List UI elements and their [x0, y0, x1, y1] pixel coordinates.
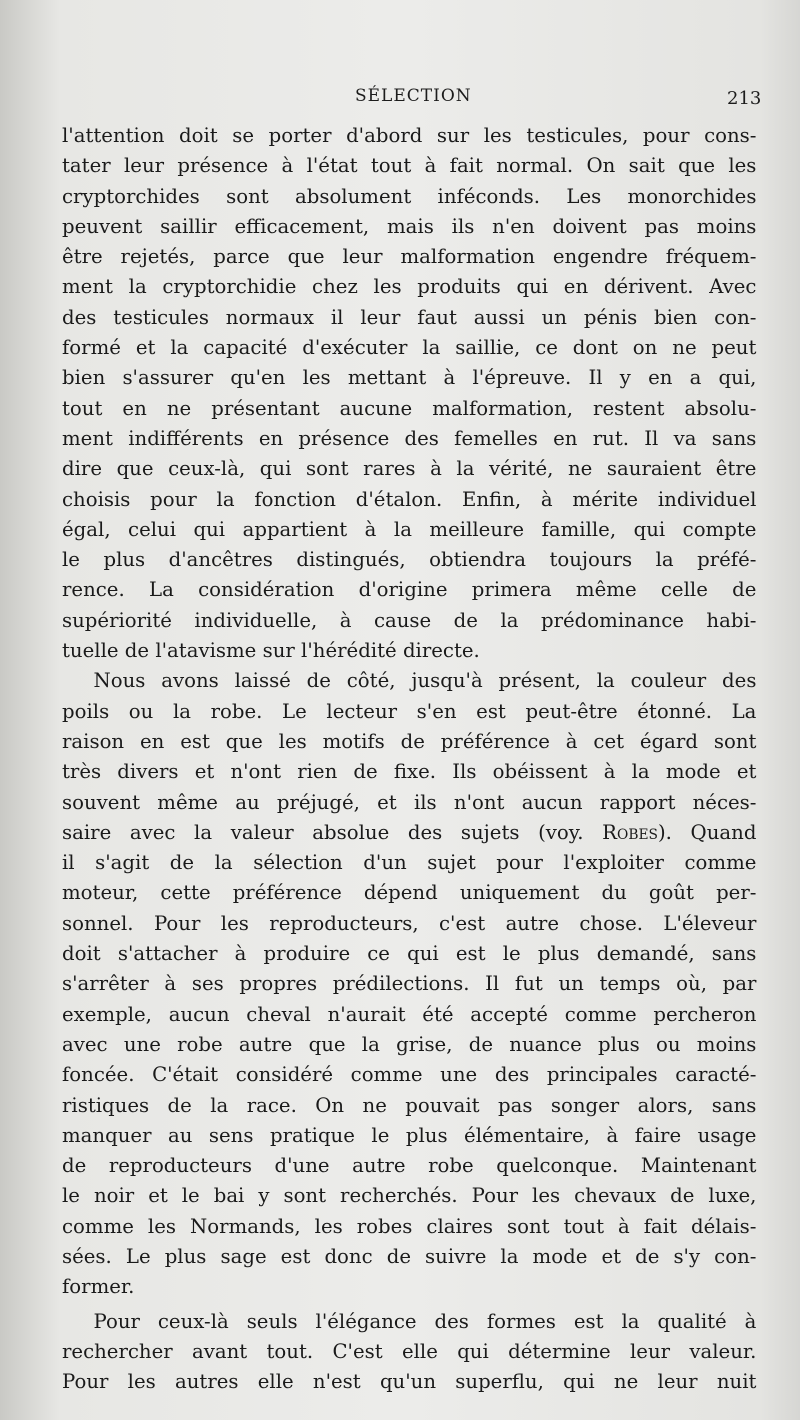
text-line: sonnel. Pour les reproducteurs, c'est autre chose. L'éleveur: [62, 910, 757, 935]
text-line: avec une robe autre que la grise, de nuance plus ou moins: [62, 1031, 757, 1056]
text-fragment: ). Quand: [657, 819, 757, 844]
text-line: très divers et n'ont rien de fixe. Ils obéissent à la mode et: [62, 759, 757, 784]
page-header: [0, 86, 800, 116]
text-line: cryptorchides sont absolument inféconds. Les monorchides: [62, 183, 757, 208]
text-line: être rejetés, parce que leur malformation engendre fréquem-: [62, 244, 757, 269]
text-line: ment indifférents en présence des femelles en rut. Il va sans: [62, 425, 757, 450]
cross-reference: Robes: [602, 819, 658, 844]
text-line: le plus d'ancêtres distingués, obtiendra toujours la préfé-: [62, 547, 757, 572]
text-line: le noir et le bai y sont recherchés. Pour les chevaux de luxe,: [62, 1183, 757, 1208]
text-line: comme les Normands, les robes claires sont tout à fait délais-: [62, 1213, 757, 1238]
text-line: tout en ne présentant aucune malformation, restent absolu-: [62, 395, 757, 420]
text-line: des testicules normaux il leur faut aussi un pénis bien con-: [62, 304, 757, 329]
text-line: de reproducteurs d'une autre robe quelconque. Maintenant: [62, 1153, 757, 1178]
text-line: tater leur présence à l'état tout à fait normal. On sait que les: [62, 153, 757, 178]
text-line: souvent même au préjugé, et ils n'ont aucun rapport néces-: [62, 789, 757, 814]
text-line: doit s'attacher à produire ce qui est le plus demandé, sans: [62, 941, 757, 966]
text-line: dire que ceux-là, qui sont rares à la vérité, ne sauraient être: [62, 456, 757, 481]
text-line: foncée. C'était considéré comme une des principales caracté-: [62, 1062, 757, 1087]
paragraph-start-line: Nous avons laissé de côté, jusqu'à présent, la couleur des: [93, 668, 757, 693]
text-line: ment la cryptorchidie chez les produits qui en dérivent. Avec: [62, 274, 757, 299]
text-line: raison en est que les motifs de préférence à cet égard sont: [62, 728, 757, 753]
text-line: rechercher avant tout. C'est elle qui détermine leur valeur.: [62, 1338, 757, 1363]
text-line-with-cross-reference: [62, 817, 756, 847]
text-line: il s'agit de la sélection d'un sujet pour l'exploiter comme: [62, 850, 757, 875]
page-number: 213: [727, 88, 762, 109]
text-line: ristiques de la race. On ne pouvait pas songer alors, sans: [62, 1092, 757, 1117]
body-text: [62, 120, 767, 1396]
text-line: bien s'assurer qu'en les mettant à l'épreuve. Il y en a qui,: [62, 365, 757, 390]
text-line: choisis pour la fonction d'étalon. Enfin, à mérite individuel: [62, 486, 757, 511]
text-fragment: saire avec la valeur absolue des sujets (voy.: [62, 819, 603, 844]
paragraph-end-line: former.: [62, 1274, 135, 1299]
paragraph-start-line: Pour ceux-là seuls l'élégance des formes est la qualité à: [93, 1308, 757, 1333]
text-line: Pour les autres elle n'est qu'un superflu, qui ne leur nuit: [62, 1369, 757, 1394]
text-line: rence. La considération d'origine primera même celle de: [62, 577, 757, 602]
text-line: moteur, cette préférence dépend uniquement du goût per-: [62, 880, 757, 905]
text-line: formé et la capacité d'exécuter la saillie, ce dont on ne peut: [62, 335, 757, 360]
text-line: sées. Le plus sage est donc de suivre la mode et de s'y con-: [62, 1243, 757, 1268]
text-line: égal, celui qui appartient à la meilleure famille, qui compte: [62, 516, 757, 541]
text-line: poils ou la robe. Le lecteur s'en est peut-être étonné. La: [62, 698, 757, 723]
text-line: manquer au sens pratique le plus élémentaire, à faire usage: [62, 1122, 757, 1147]
text-line: l'attention doit se porter d'abord sur les testicules, pour cons-: [62, 123, 757, 147]
text-line: s'arrêter à ses propres prédilections. Il fut un temps où, par: [62, 971, 757, 996]
text-line: peuvent saillir efficacement, mais ils n'en doivent pas moins: [62, 213, 757, 238]
text-line: supériorité individuelle, à cause de la prédominance habi-: [62, 607, 757, 632]
running-title: SÉLECTION: [355, 86, 472, 106]
paragraph-end-line: tuelle de l'atavisme sur l'hérédité directe.: [62, 638, 480, 663]
text-line: exemple, aucun cheval n'aurait été accepté comme percheron: [62, 1001, 757, 1026]
